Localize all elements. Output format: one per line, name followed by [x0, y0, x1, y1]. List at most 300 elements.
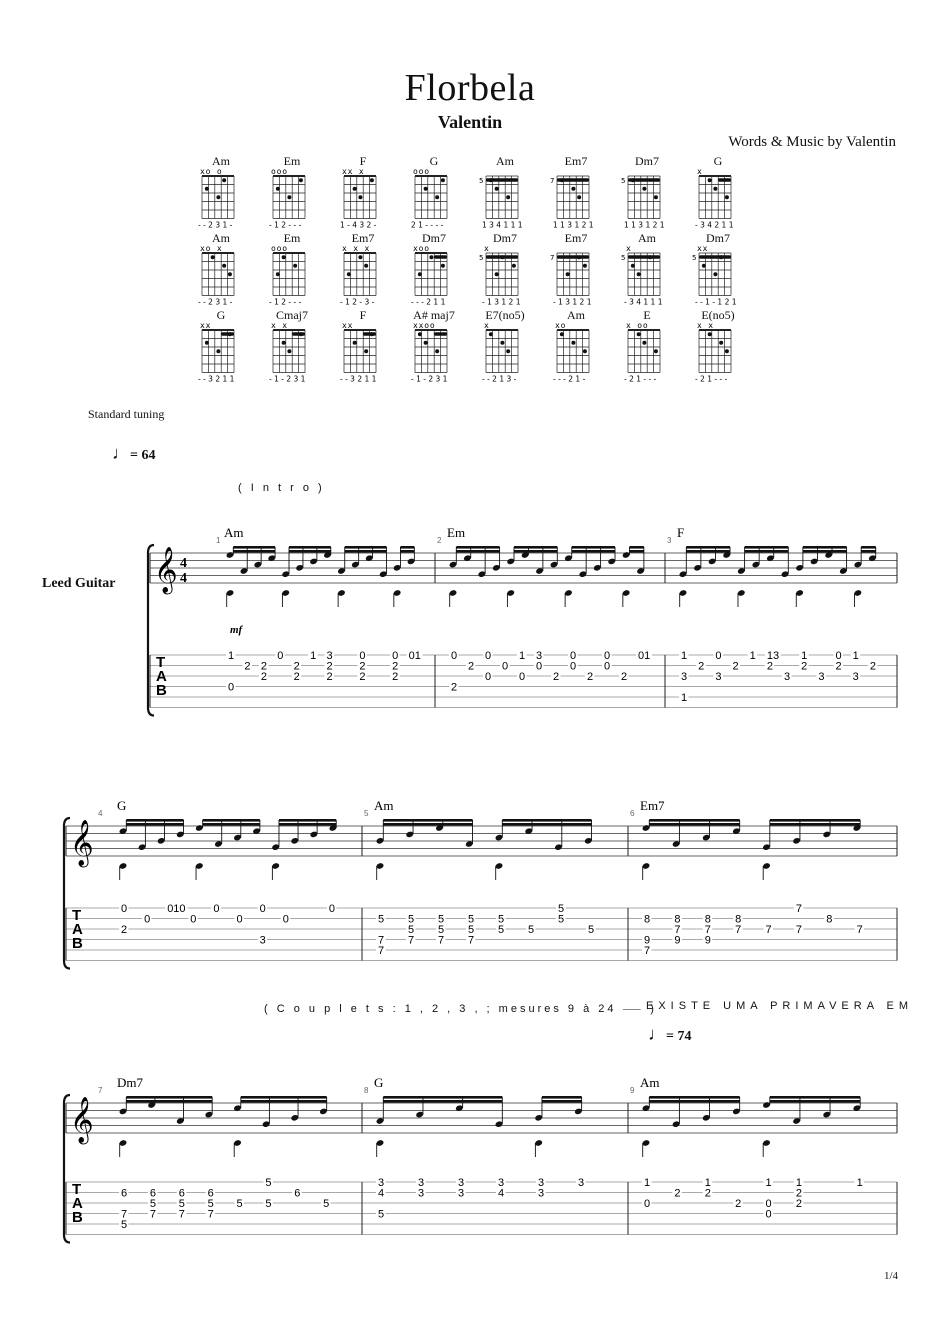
open-mute-markers: xx — [200, 321, 212, 330]
fingering: 1 1 3 1 2 1 — [553, 220, 594, 230]
beam — [686, 550, 730, 553]
fingering: - - 2 3 1 - — [198, 297, 233, 307]
tab-number: 3 — [818, 671, 825, 683]
fingering: - 2 1 - - - — [624, 374, 657, 384]
beam — [649, 1096, 739, 1099]
beam — [514, 550, 557, 553]
tab-number: 2 — [392, 671, 399, 683]
tab-number: 3 — [538, 1187, 545, 1200]
measure-chord-label: F — [677, 525, 685, 540]
beam — [241, 1096, 327, 1099]
fingering: - 3 4 1 1 1 — [624, 297, 663, 307]
tab-number: 0 — [536, 660, 543, 673]
fingering: - 1 - 2 3 1 — [411, 374, 448, 384]
open-mute-markers: xx — [697, 244, 709, 253]
quarter-note-icon: ♩ — [648, 1024, 666, 1044]
tab-number: 8 — [674, 913, 681, 926]
open-mute-markers: xo — [555, 321, 567, 330]
chord-name: Am — [212, 154, 230, 168]
tab-number: 3 — [852, 671, 859, 683]
tab-number: 1 — [681, 650, 688, 662]
open-mute-markers: xx — [342, 321, 354, 330]
beam — [745, 546, 789, 549]
chord-name: Em7 — [564, 231, 588, 245]
beam — [383, 1100, 502, 1103]
tab-number: 1 — [644, 1177, 651, 1189]
tab-clef-letter: B — [72, 1209, 83, 1226]
beam — [233, 546, 275, 549]
tab-number: 0 — [228, 681, 235, 694]
beam — [502, 819, 591, 822]
tab-number: 3 — [538, 1177, 545, 1189]
section-couplets: ( C o u p l e t s : 1 , 2 , 3 , ; mesures 9 à 24 ⸺ ) — [264, 1003, 657, 1015]
tab-number: 3 — [259, 934, 266, 947]
tab-number: 0 — [502, 660, 509, 673]
chord-name: Dm7 — [635, 154, 659, 168]
tab-number: 7 — [735, 924, 742, 936]
measure-chord-label: G — [117, 798, 127, 813]
tab-number: 2 — [359, 660, 366, 673]
beam — [572, 546, 615, 549]
beam — [289, 546, 331, 549]
tab-number: 0 — [259, 903, 266, 915]
beam — [279, 823, 336, 826]
tab-number: 0 — [144, 913, 151, 926]
tab-clef-letter: B — [72, 935, 83, 952]
chord-name: Cmaj7 — [276, 308, 308, 322]
fingering: - 1 2 - 3 - — [340, 297, 375, 307]
tempo-value: = 74 — [666, 1029, 692, 1044]
fingering: - 1 2 - - - — [269, 220, 302, 230]
tab-number: 8 — [735, 913, 742, 926]
page-number: 1/4 — [883, 1270, 898, 1282]
fingering: - - 3 2 1 1 — [198, 374, 235, 384]
tab-number: 2 — [795, 1187, 802, 1200]
fret-number: 5 — [692, 254, 697, 262]
open-mute-markers: x — [484, 321, 490, 330]
open-mute-markers: x x x — [342, 244, 371, 253]
tab-number: 0 — [190, 913, 197, 926]
beam — [383, 1096, 502, 1099]
tab-number: 0 — [570, 650, 577, 662]
lyric-line: EXISTE UMA PRIMAVERA EM — [646, 1000, 913, 1012]
tab-number: 5 — [265, 1177, 272, 1189]
tab-number: 5 — [149, 1198, 156, 1210]
tab-number: 1 — [228, 650, 235, 662]
tab-clef-letter: T — [156, 654, 166, 671]
beam — [126, 823, 183, 826]
tab-number: 0 — [359, 650, 366, 662]
open-mute-markers: ooo — [413, 167, 430, 176]
tab-number: 0 — [604, 650, 611, 662]
beam — [279, 819, 336, 822]
tab-number: 5 — [498, 924, 505, 936]
tab-number: 2 — [359, 671, 366, 683]
beam — [203, 819, 260, 822]
tab-clef-letter: B — [156, 682, 167, 699]
tab-number: 2 — [732, 660, 739, 673]
fingering: - 2 1 - - - — [695, 374, 728, 384]
tab-number: 0 — [392, 650, 399, 662]
measure-number: 7 — [98, 1086, 103, 1095]
tab-number: 2 — [674, 1187, 681, 1200]
tab-number: 1 — [852, 650, 859, 662]
tab-number: 7 — [149, 1208, 156, 1221]
tab-number: 5 — [438, 913, 445, 926]
open-mute-markers: xo x — [200, 244, 223, 253]
tab-number: 0 — [328, 903, 336, 915]
beam — [400, 546, 414, 549]
beam — [572, 550, 615, 553]
tab-number: 2 — [801, 660, 808, 673]
tab-number: 0 — [282, 913, 289, 926]
beam — [345, 546, 387, 549]
beam — [649, 1100, 739, 1103]
tab-number: 3 — [418, 1187, 425, 1200]
chord-name: E7(no5) — [485, 308, 525, 322]
fingering: - - 3 2 1 1 — [340, 374, 377, 384]
tab-number: 7 — [704, 924, 711, 936]
beam — [770, 819, 860, 822]
tab-number: 1 — [795, 1177, 802, 1189]
fret-number: 5 — [621, 177, 626, 185]
tab-number: 5 — [438, 924, 445, 936]
tab-number: 5 — [558, 903, 565, 915]
tab-number: 0 — [121, 903, 128, 915]
tab-number: 2 — [293, 671, 300, 683]
tab-number: 3 — [458, 1177, 465, 1189]
fret-number: 5 — [479, 254, 484, 262]
open-mute-markers: xx x — [342, 167, 365, 176]
tab-number: 2 — [121, 924, 128, 936]
tab-number: 13 — [766, 650, 780, 662]
chord-name: Dm7 — [422, 231, 446, 245]
fingering: - - 2 3 1 - — [198, 220, 233, 230]
beam — [542, 1096, 582, 1099]
tab-number: 0 — [644, 1198, 651, 1210]
chord-name: F — [359, 308, 367, 322]
chord-name: A# maj7 — [413, 308, 455, 322]
tab-number: 0 — [715, 650, 722, 662]
beam — [400, 550, 414, 553]
tab-number: 0 — [765, 1198, 772, 1210]
song-title: Florbela — [404, 67, 536, 109]
tab-clef-letter: A — [72, 921, 83, 938]
fingering: - - - 2 1 1 — [411, 297, 446, 307]
tab-clef-letter: A — [156, 668, 167, 685]
treble-clef-icon: 𝄞 — [154, 547, 178, 593]
chord-name: Em — [283, 231, 301, 245]
time-signature-bottom: 4 — [180, 571, 187, 586]
tab-number: 0 — [451, 650, 458, 662]
measure-number: 2 — [437, 536, 442, 545]
beam — [126, 1100, 212, 1103]
tab-number: 1 — [856, 1177, 863, 1189]
tab-number: 1 — [801, 650, 808, 662]
chord-name: G — [429, 154, 439, 168]
tab-number: 2 — [735, 1198, 742, 1210]
open-mute-markers: xxoo — [413, 321, 436, 330]
section-intro: ( I n t r o ) — [238, 482, 325, 494]
tab-number: 0 — [277, 650, 284, 662]
quarter-note-icon: ♩ — [112, 443, 130, 463]
beam — [649, 823, 739, 826]
artist-name: Valentin — [437, 112, 503, 132]
fingering: - 1 3 1 2 1 — [482, 297, 521, 307]
beam — [233, 550, 275, 553]
tab-number: 8 — [826, 913, 833, 926]
measure-number: 6 — [630, 809, 635, 818]
tab-number: 2 — [587, 671, 594, 683]
measure-number: 4 — [98, 809, 103, 818]
measure-chord-label: Am — [224, 525, 244, 540]
tab-number: 0 — [570, 660, 577, 673]
tab-number: 1 — [704, 1177, 711, 1189]
tab-number: 5 — [265, 1198, 272, 1210]
tab-number: 7 — [178, 1208, 185, 1221]
chord-name: Dm7 — [706, 231, 730, 245]
beam — [241, 1100, 327, 1103]
tab-number: 7 — [438, 934, 445, 947]
open-mute-markers: x x — [697, 321, 714, 330]
tab-number: 5 — [378, 1208, 385, 1221]
beam — [770, 1100, 860, 1103]
tab-number: 8 — [644, 913, 651, 926]
tab-number: 7 — [378, 945, 385, 957]
fingering: 1 1 3 1 2 1 — [624, 220, 665, 230]
beam — [502, 823, 591, 826]
tab-number: 0 — [236, 913, 243, 926]
tab-number: 0 — [213, 903, 220, 915]
measure-chord-label: Em — [447, 525, 466, 540]
tab-number: 9 — [674, 934, 681, 947]
chord-name: Em — [283, 154, 301, 168]
tab-number: 6 — [121, 1187, 128, 1200]
fingering: - - 1 - 1 2 1 — [695, 297, 737, 307]
open-mute-markers: xoo — [413, 244, 430, 253]
measure-number: 3 — [667, 536, 672, 545]
tab-number: 7 — [856, 924, 863, 936]
open-mute-markers: x oo — [626, 321, 649, 330]
tab-number: 2 — [293, 660, 300, 673]
tab-number: 5 — [178, 1198, 185, 1210]
tab-number: 7 — [644, 945, 651, 957]
beam — [456, 546, 499, 549]
chord-name: G — [216, 308, 226, 322]
beam — [770, 823, 860, 826]
chord-name: Em7 — [351, 231, 375, 245]
tab-number: 5 — [323, 1198, 330, 1210]
beam — [861, 550, 876, 553]
tab-number: 3 — [715, 671, 722, 683]
tuning-label: Standard tuning — [88, 407, 165, 421]
tab-number: 2 — [704, 1187, 711, 1200]
tab-number: 7 — [207, 1208, 214, 1221]
beam — [514, 546, 557, 549]
open-mute-markers: x — [697, 167, 703, 176]
measure-number: 9 — [630, 1086, 635, 1095]
tab-number: 3 — [378, 1177, 385, 1189]
tab-number: 1 — [681, 692, 688, 704]
tempo-value: = 64 — [130, 448, 156, 463]
tab-number: 2 — [468, 660, 475, 673]
chord-name: Am — [496, 154, 514, 168]
fingering: 2 1 - - - - — [411, 220, 444, 230]
fret-number: 5 — [479, 177, 484, 185]
chord-name: Am — [638, 231, 656, 245]
tab-number: 2 — [244, 660, 251, 673]
tab-number: 010 — [167, 903, 186, 915]
tab-number: 7 — [674, 924, 681, 936]
tab-number: 7 — [795, 924, 802, 936]
measure-chord-label: Am — [640, 1075, 660, 1090]
tab-clef-letter: T — [72, 907, 82, 924]
beam — [383, 823, 472, 826]
open-mute-markers: x — [626, 244, 632, 253]
tab-number: 1 — [765, 1177, 772, 1189]
tab-number: 01 — [408, 650, 421, 662]
tab-number: 2 — [698, 660, 705, 673]
treble-clef-icon: 𝄞 — [70, 820, 94, 866]
fingering: - 1 - 2 3 1 — [269, 374, 306, 384]
tab-number: 3 — [418, 1177, 425, 1189]
beam — [542, 1100, 582, 1103]
time-signature-top: 4 — [180, 556, 187, 571]
chord-name: E(no5) — [701, 308, 735, 322]
tab-number: 3 — [681, 671, 688, 683]
tab-number: 5 — [468, 924, 475, 936]
open-mute-markers: ooo — [271, 244, 288, 253]
tab-number: 4 — [498, 1187, 505, 1200]
tab-number: 2 — [392, 660, 399, 673]
tab-number: 1 — [749, 650, 756, 662]
chord-name: Am — [567, 308, 585, 322]
beam — [745, 550, 789, 553]
tab-number: 1 — [310, 650, 317, 662]
tab-number: 5 — [207, 1198, 214, 1210]
chord-name: Dm7 — [493, 231, 517, 245]
fingering: - 3 4 2 1 1 — [695, 220, 734, 230]
tab-number: 2 — [260, 671, 267, 683]
fingering: - - 2 1 3 - — [482, 374, 517, 384]
tab-number: 5 — [588, 924, 595, 936]
tab-number: 3 — [578, 1177, 585, 1189]
tab-number: 7 — [121, 1208, 128, 1221]
treble-clef-icon: 𝄞 — [70, 1097, 94, 1143]
beam — [686, 546, 730, 549]
chord-name: F — [359, 154, 367, 168]
fingering: - - - 2 1 - — [553, 374, 586, 384]
tab-number: 3 — [458, 1187, 465, 1200]
tab-number: 2 — [621, 671, 628, 683]
open-mute-markers: x x — [271, 321, 288, 330]
beam — [770, 1096, 860, 1099]
tab-number: 7 — [765, 924, 772, 936]
measure-number: 8 — [364, 1086, 369, 1095]
open-mute-markers: xo o — [200, 167, 223, 176]
tab-number: 2 — [766, 660, 773, 673]
tab-number: 9 — [704, 934, 711, 947]
tab-number: 5 — [121, 1219, 128, 1231]
beam — [456, 550, 499, 553]
tab-number: 5 — [236, 1198, 243, 1210]
measure-chord-label: Dm7 — [117, 1075, 143, 1090]
tab-number: 6 — [294, 1187, 301, 1200]
fingering: - 1 3 1 2 1 — [553, 297, 592, 307]
measure-chord-label: Em7 — [640, 798, 665, 813]
tab-number: 9 — [644, 934, 651, 947]
tab-number: 5 — [408, 924, 415, 936]
tab-number: 7 — [468, 934, 475, 947]
beam — [803, 550, 847, 553]
beam — [383, 819, 472, 822]
beam — [803, 546, 847, 549]
tab-number: 6 — [178, 1187, 185, 1200]
beam — [289, 550, 331, 553]
chord-name: G — [713, 154, 723, 168]
credits: Words & Music by Valentin — [728, 134, 896, 150]
tab-number: 5 — [528, 924, 535, 936]
tab-number: 3 — [498, 1177, 505, 1189]
chord-name: Em7 — [564, 154, 588, 168]
tab-number: 0 — [835, 650, 842, 662]
tab-number: 2 — [326, 671, 333, 683]
tab-number: 0 — [485, 650, 492, 662]
chord-name: Am — [212, 231, 230, 245]
beam — [629, 546, 643, 549]
beam — [126, 1096, 212, 1099]
dynamic-mf: mf — [230, 624, 243, 636]
tab-number: 5 — [468, 913, 475, 926]
measure-chord-label: G — [374, 1075, 384, 1090]
tab-number: 01 — [638, 650, 651, 662]
tab-number: 0 — [519, 671, 526, 683]
tab-number: 2 — [795, 1198, 802, 1210]
tab-clef-letter: A — [72, 1195, 83, 1212]
tab-number: 0 — [604, 660, 611, 673]
fingering: - 1 2 - - - — [269, 297, 302, 307]
fingering: 1 3 4 1 1 1 — [482, 220, 523, 230]
tab-number: 2 — [260, 660, 267, 673]
open-mute-markers: x — [484, 244, 490, 253]
tab-number: 3 — [536, 650, 543, 662]
tab-number: 0 — [485, 671, 492, 683]
fingering: 1 - 4 3 2 - — [340, 220, 377, 230]
beam — [861, 546, 876, 549]
tab-number: 2 — [869, 660, 876, 673]
tab-number: 2 — [553, 671, 560, 683]
beam — [649, 819, 739, 822]
tab-number: 5 — [498, 913, 505, 926]
chord-name: E — [643, 308, 651, 322]
tab-number: 5 — [378, 913, 385, 926]
instrument-name: Leed Guitar — [42, 576, 116, 591]
beam — [629, 550, 643, 553]
tab-number: 7 — [408, 934, 415, 947]
beam — [126, 819, 183, 822]
tab-number: 0 — [765, 1208, 772, 1221]
tab-number: 3 — [784, 671, 791, 683]
tab-number: 7 — [378, 934, 385, 947]
fret-number: 7 — [550, 177, 555, 185]
measure-number: 1 — [216, 536, 221, 545]
tab-number: 2 — [326, 660, 333, 673]
beam — [203, 823, 260, 826]
tab-number: 5 — [558, 913, 565, 926]
tab-number: 2 — [451, 681, 458, 694]
tab-number: 6 — [149, 1187, 156, 1200]
tab-number: 3 — [326, 650, 333, 662]
